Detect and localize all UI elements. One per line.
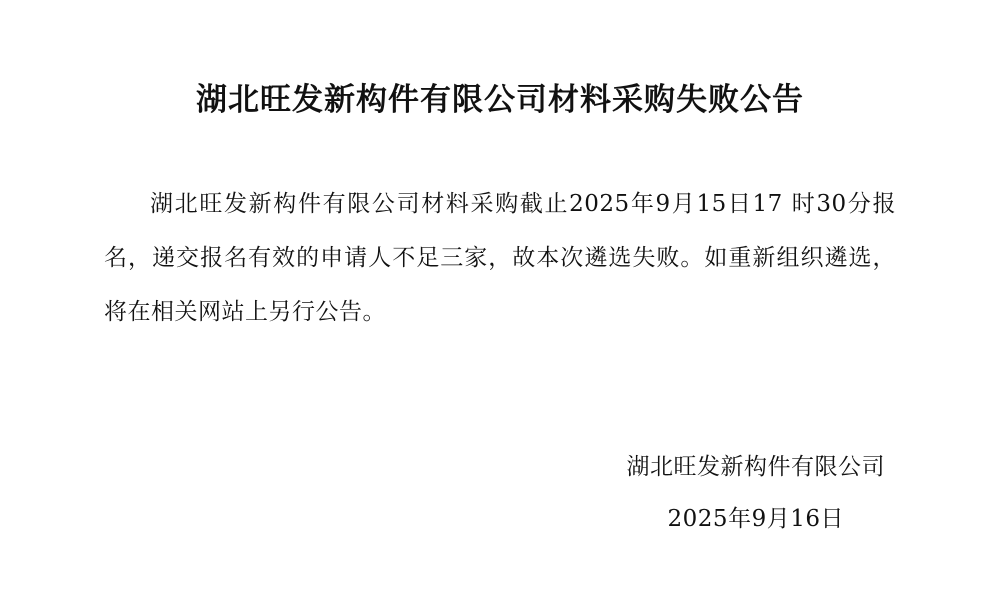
signature-organization: 湖北旺发新构件有限公司	[626, 454, 885, 480]
page-title: 湖北旺发新构件有限公司材料采购失败公告	[196, 82, 804, 118]
signature-block	[627, 441, 886, 545]
body-paragraph: 湖北旺发新构件有限公司材料采购截止2025年9月15日17 时30分报名，递交报名有效的申请人不足三家，故本次遴选失败。如重新组织遴选，将在相关网站上另行公告。	[104, 191, 896, 325]
document-body	[60, 177, 940, 339]
signature-date: 2025年9月16日	[667, 506, 844, 532]
